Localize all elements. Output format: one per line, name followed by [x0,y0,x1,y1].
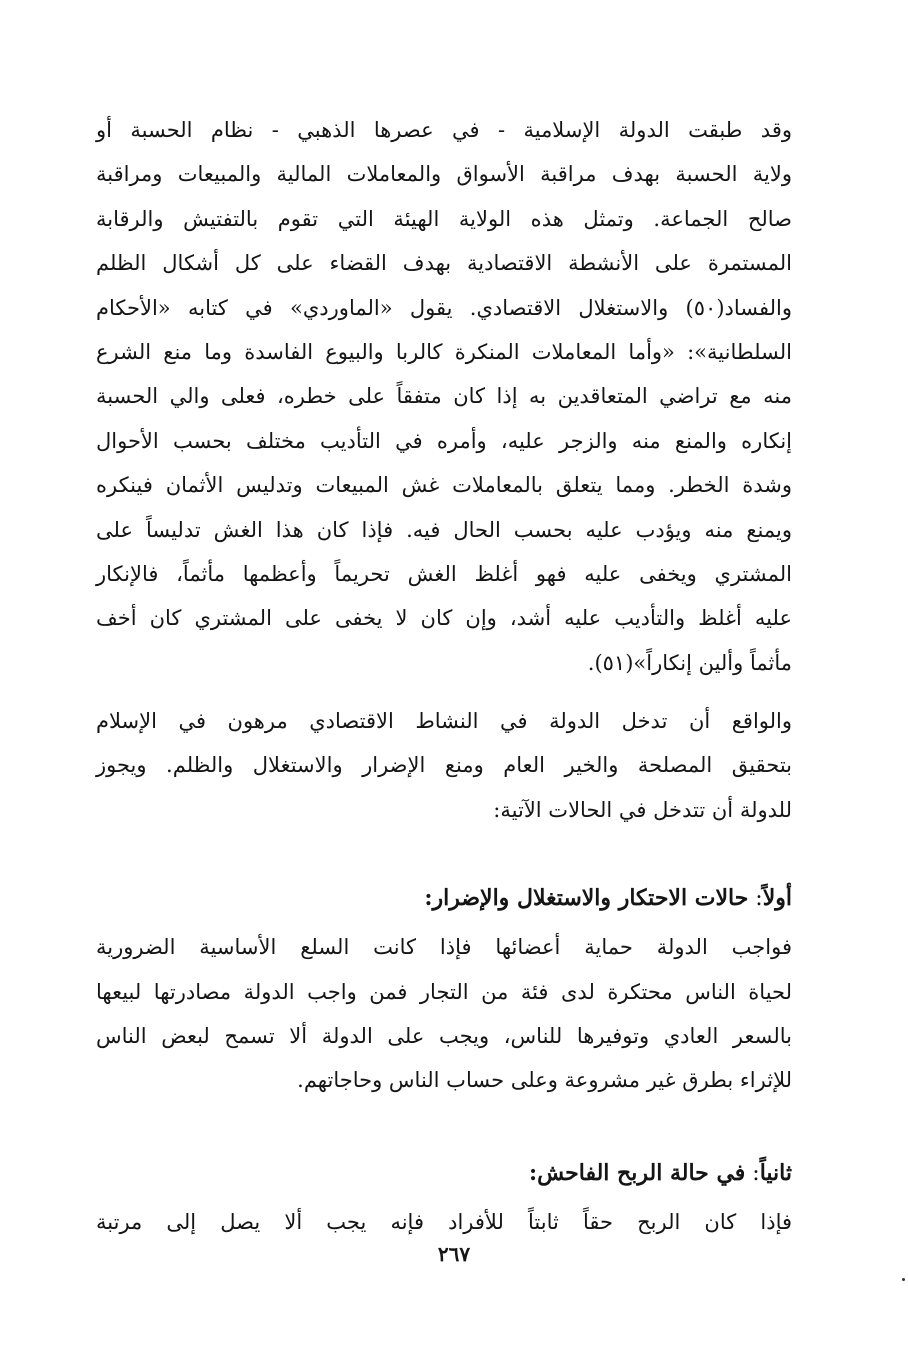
heading-separator: : [745,1160,760,1186]
text-line: المستمرة على الأنشطة الاقتصادية بهدف القضاء على كل أشكال الظلم [96,251,792,276]
text-line: للدولة أن تتدخل في الحالات الآتية: [493,797,792,822]
text-line: للإثراء بطرق غير مشروعة وعلى حساب الناس وحاجاتهم. [297,1068,792,1093]
paragraph-monopoly [96,925,792,1103]
heading-title: في حالة الربح الفاحش: [528,1159,746,1186]
text-line: السلطانية»: «وأما المعاملات المنكرة كالربا والبيوع الفاسدة وما منع الشرع [96,339,792,364]
heading-separator: : [748,886,763,912]
text-line: منه مع تراضي المتعاقدين به إذا كان متفقاً على خطره، فعلى والي الحسبة [96,384,792,409]
text-line: وشدة الخطر. ومما يتعلق بالمعاملات غش المبيعات وتدليس الأثمان فينكره [96,473,792,498]
paragraph-hisba [96,108,792,685]
text-line: فإذا كان الربح حقاً ثابتاً للأفراد فإنه يجب ألا يصل إلى مرتبة [96,1209,792,1234]
page-body [96,108,792,1244]
text-line: صالح الجماعة. وتمثل هذه الولاية الهيئة التي تقوم بالتفتيش والرقابة [96,206,792,231]
text-line: فواجب الدولة حماية أعضائها فإذا كانت السلع الأساسية الضرورية [96,935,792,960]
page-number: ٢٦٧ [437,1242,471,1266]
heading-title: حالات الاحتكار والاستغلال والإضرار: [424,885,749,912]
scan-speck [902,1278,905,1281]
text-line: إنكاره والمنع منه والزجر عليه، وأمره في التأديب مختلف بحسب الأحوال [96,428,792,453]
text-line: والواقع أن تدخل الدولة في النشاط الاقتصادي مرهون في الإسلام [96,709,792,734]
text-line: وقد طبقت الدولة الإسلامية - في عصرها الذهبي - نظام الحسبة أو [96,118,792,142]
text-line: ويمنع منه ويؤدب عليه بحسب الحال فيه. فإذا كان هذا الغش تدليساً على [96,517,792,542]
paragraph-excess-profit [96,1200,792,1244]
text-line: المشتري ويخفى عليه فهو أغلظ الغش تحريماً وأعظمها مأثماً، فالإنكار [96,561,792,586]
heading-ordinal: أولاً [762,885,792,912]
text-line: مأثماً وألين إنكاراً»(٥١). [587,650,792,675]
text-line: والفساد(٥٠) والاستغلال الاقتصادي. يقول «الماوردي» في كتابه «الأحكام [96,295,792,320]
text-line: ولاية الحسبة بهدف مراقبة الأسواق والمعاملات المالية والمبيعات ومراقبة [96,162,792,187]
text-line: عليه أغلظ والتأديب عليه أشد، وإن كان لا يخفى على المشتري كان أخف [96,606,792,631]
section-heading-second [96,1151,792,1196]
text-line: بالسعر العادي وتوفيرها للناس، ويجب على الدولة ألا تسمح لبعض الناس [96,1024,792,1049]
text-line: لحياة الناس محتكرة لدى فئة من التجار فمن واجب الدولة مصادرتها لبيعها [96,979,792,1004]
paragraph-state-intervention [96,699,792,832]
heading-ordinal: ثانياً [759,1159,792,1186]
text-line: بتحقيق المصلحة والخير العام ومنع الإضرار والاستغلال والظلم. ويجوز [96,753,792,778]
section-heading-first [96,876,792,921]
